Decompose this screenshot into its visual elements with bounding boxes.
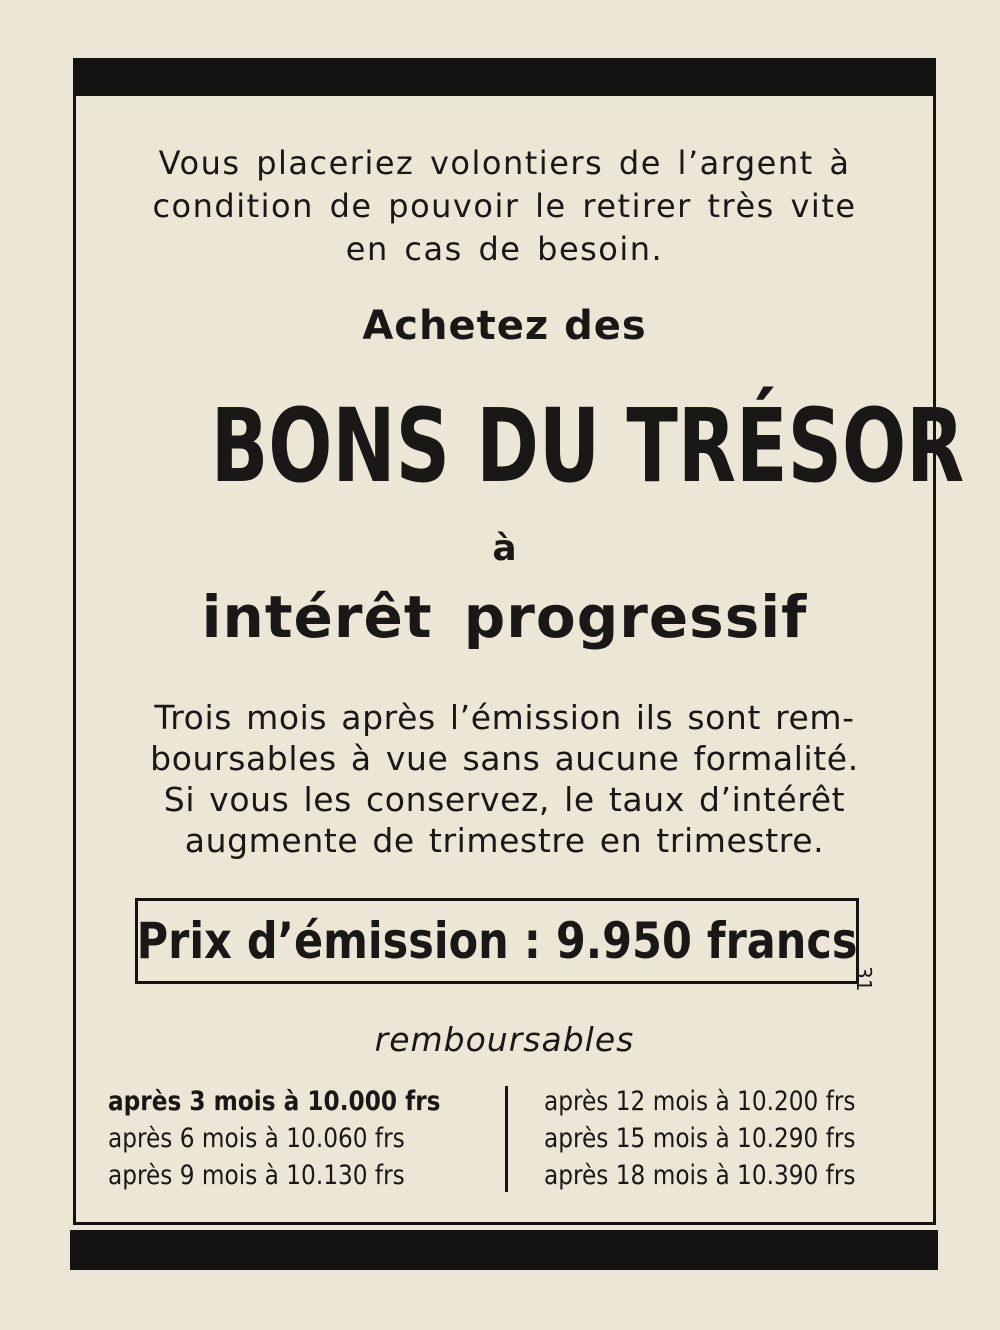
headline-connector: à — [492, 528, 517, 569]
intro-paragraph — [73, 142, 936, 271]
schedule-row: après 6 mois à 10.060 frs — [108, 1123, 405, 1154]
column-divider — [505, 1086, 508, 1192]
schedule-right-column — [544, 1083, 906, 1194]
schedule-left-column — [108, 1083, 495, 1194]
schedule-row: après 9 mois à 10.130 frs — [108, 1160, 405, 1191]
intro-line: Vous placeriez volontiers de l’argent à — [158, 144, 851, 182]
intro-line: condition de pouvoir le retirer très vite — [152, 187, 857, 225]
body-line: Si vous les conservez, le taux d’intérêt — [163, 780, 846, 819]
headline-subtitle: intérêt progressif — [201, 583, 808, 651]
body-line: boursables à vue sans aucune formalité. — [150, 739, 859, 778]
body-paragraph — [73, 697, 936, 861]
bottom-rule — [70, 1230, 938, 1270]
body-line: Trois mois après l’émission ils sont rem- — [154, 698, 855, 737]
schedule-row: après 12 mois à 10.200 frs — [544, 1086, 856, 1117]
reference-number: 31 — [852, 966, 876, 992]
schedule-heading: remboursables — [374, 1020, 635, 1059]
price-box — [135, 898, 859, 984]
schedule-row: après 15 mois à 10.290 frs — [544, 1123, 856, 1154]
body-line: augmente de trimestre en trimestre. — [184, 821, 825, 860]
top-rule — [73, 58, 936, 96]
price-label: Prix d’émission : 9.950 francs — [136, 912, 858, 970]
headline-title: BONS DU TRÉSOR — [210, 387, 965, 506]
headline-achetez: Achetez des — [362, 303, 647, 349]
intro-line: en cas de besoin. — [345, 230, 664, 268]
schedule-row: après 3 mois à 10.000 frs — [108, 1086, 441, 1117]
schedule-row: après 18 mois à 10.390 frs — [544, 1160, 856, 1191]
